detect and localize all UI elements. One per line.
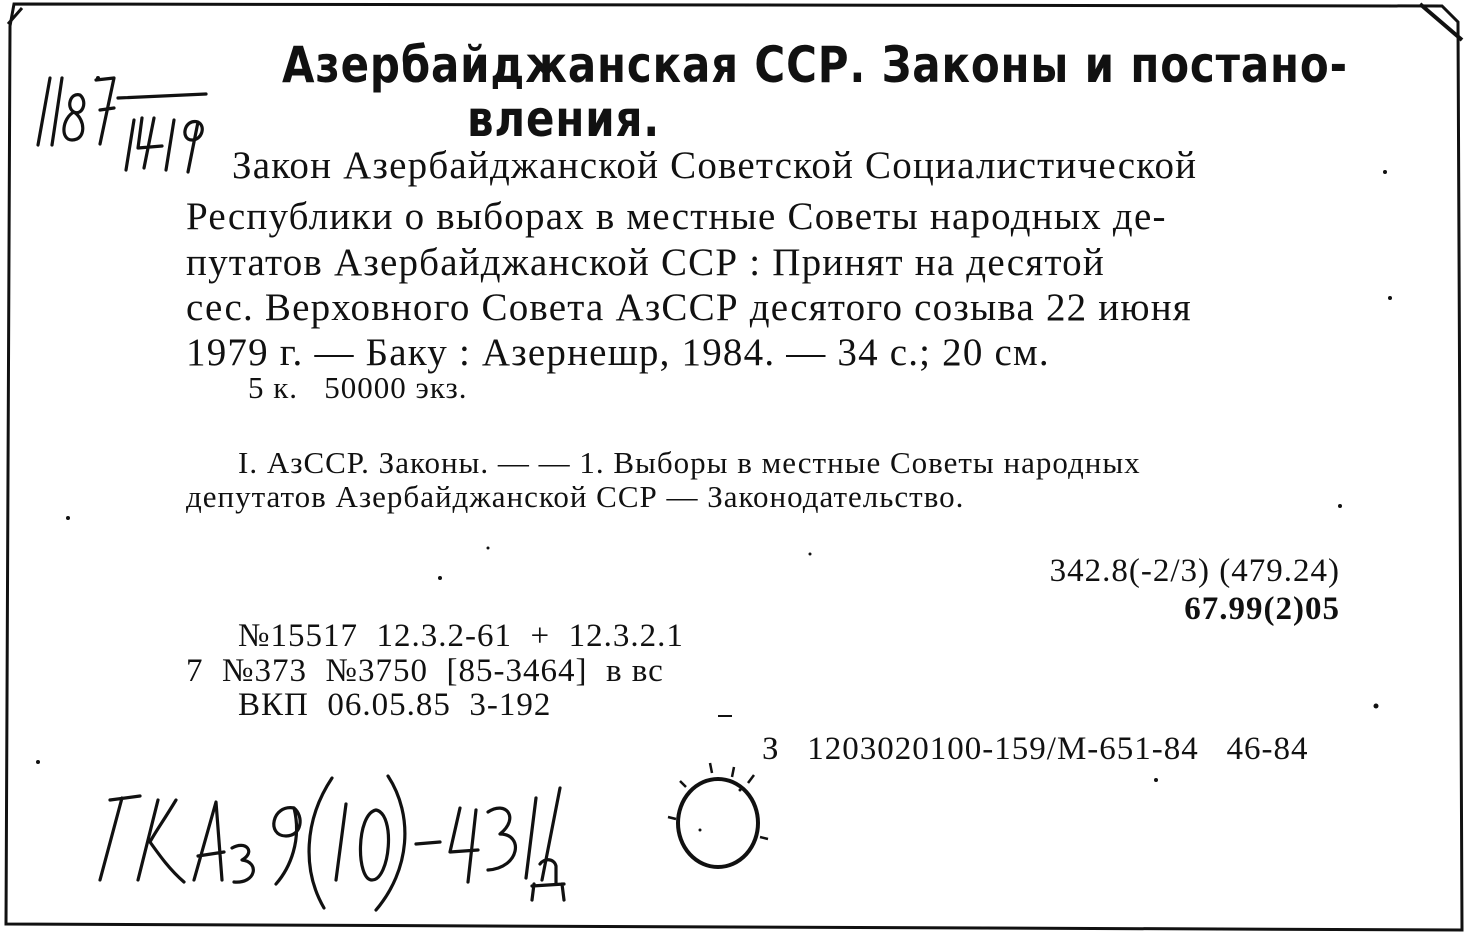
handwritten-fund-code [80, 760, 600, 930]
handwritten-shelf-number [30, 60, 250, 180]
price-print-run: 5 к. 50000 экз. [248, 370, 468, 405]
description-line-5: 1979 г. — Баку : Азернешр, 1984. — 34 с.; 20 см. [186, 331, 1050, 374]
heading-line-1: Азербайджанская ССР. Законы и постано- [282, 36, 1348, 94]
record-line-2: 7 №373 №3750 [85-3464] в вс [186, 653, 664, 689]
subject-line-1: I. АзССР. Законы. — — 1. Выборы в местные Советы народных [238, 445, 1141, 480]
description-line-4: сес. Верховного Совета АзССР десятого созыва 22 июня [186, 286, 1192, 329]
description-line-3: путатов Азербайджанской ССР : Принят на десятой [186, 241, 1105, 284]
record-line-1: №15517 12.3.2-61 + 12.3.2.1 [238, 618, 684, 654]
index-code: З 1203020100-159/М-651-84 46-84 [762, 731, 1309, 767]
udc-index: 342.8(-2/3) (479.24) [1049, 553, 1340, 589]
description-line-2: Республики о выборах в местные Советы народных де- [186, 195, 1167, 238]
record-line-3: ВКП 06.05.85 3-192 [238, 687, 552, 723]
description-line-1: Закон Азербайджанской Советской Социалистической [232, 144, 1198, 187]
bbk-index: 67.99(2)05 [1184, 591, 1340, 627]
subject-line-2: депутатов Азербайджанской ССР — Законодательство. [186, 479, 965, 514]
stamp-circle [650, 755, 790, 885]
heading-line-2: вления. [467, 90, 661, 148]
